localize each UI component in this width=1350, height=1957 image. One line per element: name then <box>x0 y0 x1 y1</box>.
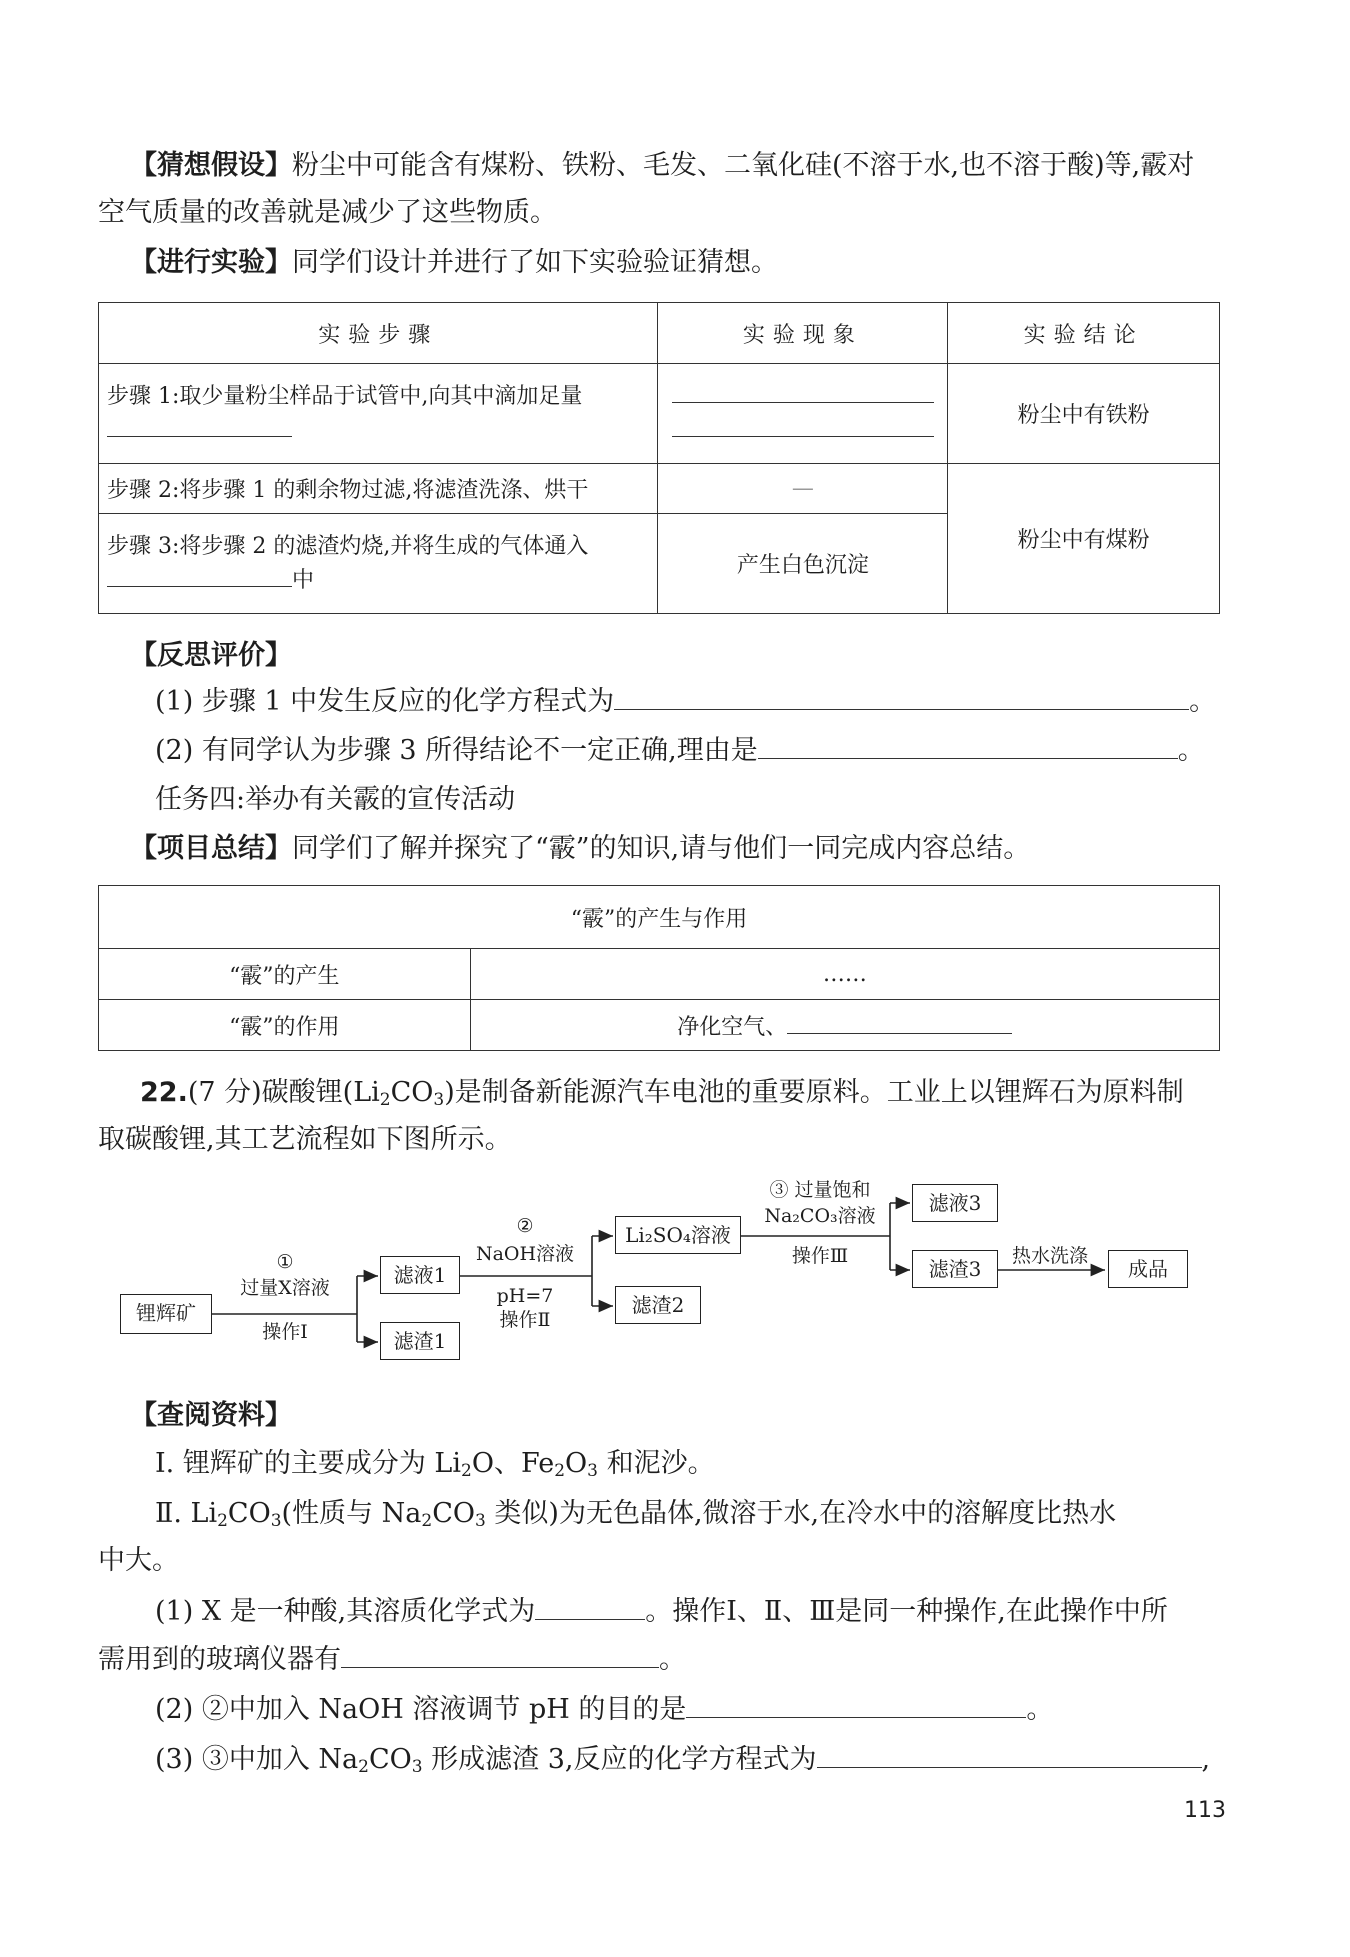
q3-blank[interactable] <box>817 1745 1202 1768</box>
q3-sub2: 3 <box>411 1757 423 1777</box>
question-2 <box>155 1692 1053 1728</box>
reference-i <box>155 1446 715 1482</box>
q2-text: (2) ②中加入 NaOH 溶液调节 pH 的目的是 <box>155 1694 687 1725</box>
q3-text-b: CO <box>368 1744 412 1775</box>
q1-line2-text: 需用到的玻璃仪器有 <box>98 1644 341 1675</box>
reference-tag: 【查阅资料】 <box>130 1400 292 1431</box>
summary-row1-label: “霰”的产生 <box>99 949 471 1000</box>
summary-intro <box>130 831 1030 867</box>
summary-row2-value-cell <box>470 1000 1219 1051</box>
ref-ii-sub2: 3 <box>270 1511 282 1531</box>
ref-ii-c: (性质与 Na <box>281 1498 422 1529</box>
ref-i-b: O、Fe <box>471 1448 555 1479</box>
process-flow-diagram <box>120 1170 1230 1370</box>
step1-blank[interactable] <box>107 418 292 437</box>
q1-period: 。 <box>659 1644 686 1675</box>
experiment-intro <box>130 245 778 281</box>
summary-row1-value: …… <box>470 949 1219 1000</box>
q22-text-c: )是制备新能源汽车电池的重要原料。工业上以锂辉石为原料制 <box>444 1077 1184 1108</box>
step3-blank[interactable] <box>107 568 292 587</box>
step3-cell <box>99 514 658 614</box>
guess-line-2: 空气质量的改善就是减少了这些物质。 <box>98 197 557 228</box>
q3-sub1: 2 <box>358 1757 369 1777</box>
step1-operation: 操作Ⅰ <box>262 1321 308 1343</box>
hot-water-wash: 热水洗涤 <box>1011 1245 1088 1267</box>
node-filtrate-1: 滤液1 <box>380 1256 460 1294</box>
q3-text-c: 形成滤渣 3,反应的化学方程式为 <box>422 1744 817 1775</box>
step2-phenomenon: — <box>658 464 948 514</box>
reflection-q2-end: 。 <box>1177 735 1205 766</box>
node-residue-3: 滤渣3 <box>912 1250 998 1288</box>
header-conclusion: 实验结论 <box>948 303 1220 364</box>
ref-ii-e: 类似)为无色晶体,微溶于水,在冷水中的溶解度比热水 <box>485 1498 1117 1529</box>
step2-circle: ② <box>516 1215 534 1237</box>
reflection-q1 <box>155 684 1216 720</box>
q22-line-1 <box>140 1075 1184 1111</box>
experiment-tag: 【进行实验】 <box>130 247 292 278</box>
step3-reagent-b: Na₂CO₃溶液 <box>764 1205 876 1227</box>
reflection-q2-blank[interactable] <box>758 736 1178 759</box>
step2-operation: 操作Ⅱ <box>499 1309 551 1331</box>
step3-reagent-a: ③ 过量饱和 <box>769 1179 871 1201</box>
reflection-q2 <box>155 733 1205 769</box>
reflection-tag: 【反思评价】 <box>130 640 292 671</box>
q1-glassware-blank[interactable] <box>341 1645 659 1668</box>
summary-table <box>98 885 1220 1051</box>
q22-line-2: 取碳酸锂,其工艺流程如下图所示。 <box>98 1124 512 1155</box>
ref-ii-sub3: 2 <box>421 1511 433 1531</box>
ref-ii-a: Ⅱ. Li <box>155 1498 218 1529</box>
step2-reagent: NaOH溶液 <box>475 1243 575 1265</box>
node-li2so4-solution: Li₂SO₄溶液 <box>615 1216 741 1254</box>
step1-circle: ① <box>276 1251 294 1273</box>
node-residue-2: 滤渣2 <box>615 1286 701 1324</box>
ref-i-a: Ⅰ. 锂辉矿的主要成分为 Li <box>155 1448 461 1479</box>
experiment-table <box>98 302 1220 614</box>
summary-title: “霰”的产生与作用 <box>99 886 1220 949</box>
step3-suffix: 中 <box>292 567 315 593</box>
q1-text-b: 。操作Ⅰ、Ⅱ、Ⅲ是同一种操作,在此操作中所 <box>645 1596 1168 1627</box>
task4: 任务四:举办有关霰的宣传活动 <box>155 784 516 815</box>
guess-tag: 【猜想假设】 <box>130 150 292 181</box>
summary-tag: 【项目总结】 <box>130 833 292 864</box>
q3-text-a: (3) ③中加入 Na <box>155 1744 359 1775</box>
summary-row2-value: 净化空气、 <box>677 1014 788 1040</box>
q1-formula-blank[interactable] <box>535 1597 645 1620</box>
node-product: 成品 <box>1108 1250 1188 1288</box>
q3-end: , <box>1201 1744 1211 1775</box>
q22-number: 22. <box>140 1077 188 1108</box>
q2-blank[interactable] <box>686 1695 1026 1718</box>
summary-row2-label: “霰”的作用 <box>99 1000 471 1051</box>
ref-i-c: O <box>565 1448 588 1479</box>
conclusion1-cell: 粉尘中有铁粉 <box>948 364 1220 464</box>
node-filtrate-3: 滤液3 <box>912 1184 998 1222</box>
reference-ii <box>155 1496 1116 1532</box>
step1-phenomenon-blank-2[interactable] <box>672 418 934 437</box>
q22-text-a: (7 分)碳酸锂(Li <box>187 1077 380 1108</box>
reference-ii-line-2: 中大。 <box>98 1545 179 1576</box>
q22-sub-3: 3 <box>433 1090 445 1110</box>
step3-operation: 操作Ⅲ <box>791 1245 849 1267</box>
conclusion2-cell: 粉尘中有煤粉 <box>948 464 1220 614</box>
node-residue-1: 滤渣1 <box>380 1322 460 1360</box>
q22-sub-2: 2 <box>379 1090 391 1110</box>
step3-phenomenon: 产生白色沉淀 <box>658 514 948 614</box>
ref-ii-sub1: 2 <box>217 1511 228 1531</box>
q22-text-b: CO <box>390 1077 434 1108</box>
question-1-line-2 <box>98 1642 686 1678</box>
ref-i-d: 和泥沙。 <box>597 1448 715 1479</box>
reflection-q1-end: 。 <box>1189 686 1217 717</box>
guess-line-1 <box>130 148 1194 184</box>
reflection-q1-text: (1) 步骤 1 中发生反应的化学方程式为 <box>155 686 615 717</box>
reflection-q2-text: (2) 有同学认为步骤 3 所得结论不一定正确,理由是 <box>155 735 758 766</box>
page-number: 113 <box>1184 1798 1226 1823</box>
question-3 <box>155 1742 1210 1778</box>
step1-text: 步骤 1:取少量粉尘样品于试管中,向其中滴加足量 <box>107 383 583 409</box>
question-1 <box>155 1594 1168 1630</box>
experiment-intro-text: 同学们设计并进行了如下实验验证猜想。 <box>292 247 778 278</box>
ref-ii-d: CO <box>432 1498 476 1529</box>
ref-ii-sub4: 3 <box>475 1511 486 1531</box>
node-spodumene: 锂辉矿 <box>120 1294 212 1334</box>
q1-text-a: (1) X 是一种酸,其溶质化学式为 <box>155 1596 536 1627</box>
summary-intro-text: 同学们了解并探究了“霰”的知识,请与他们一同完成内容总结。 <box>292 833 1031 864</box>
q2-period: 。 <box>1026 1694 1054 1725</box>
header-phenomenon: 实验现象 <box>658 303 948 364</box>
summary-row2-blank[interactable] <box>787 1015 1012 1034</box>
step1-phenomenon-cell <box>658 364 948 464</box>
step1-phenomenon-blank-1[interactable] <box>672 384 934 403</box>
ref-i-sub3: 3 <box>587 1461 598 1481</box>
ref-i-sub2: 2 <box>554 1461 566 1481</box>
step2-cell: 步骤 2:将步骤 1 的剩余物过滤,将滤渣洗涤、烘干 <box>99 464 658 514</box>
step2-ph: pH=7 <box>496 1285 554 1307</box>
ref-i-sub1: 2 <box>460 1461 472 1481</box>
header-steps: 实验步骤 <box>99 303 658 364</box>
step1-reagent: 过量X溶液 <box>240 1277 330 1299</box>
step3-text: 步骤 3:将步骤 2 的滤渣灼烧,并将生成的气体通入 <box>107 533 589 559</box>
reflection-q1-blank[interactable] <box>614 687 1189 710</box>
guess-text-1: 粉尘中可能含有煤粉、铁粉、毛发、二氧化硅(不溶于水,也不溶于酸)等,霰对 <box>292 150 1195 181</box>
ref-ii-b: CO <box>227 1498 271 1529</box>
step1-cell <box>99 364 658 464</box>
